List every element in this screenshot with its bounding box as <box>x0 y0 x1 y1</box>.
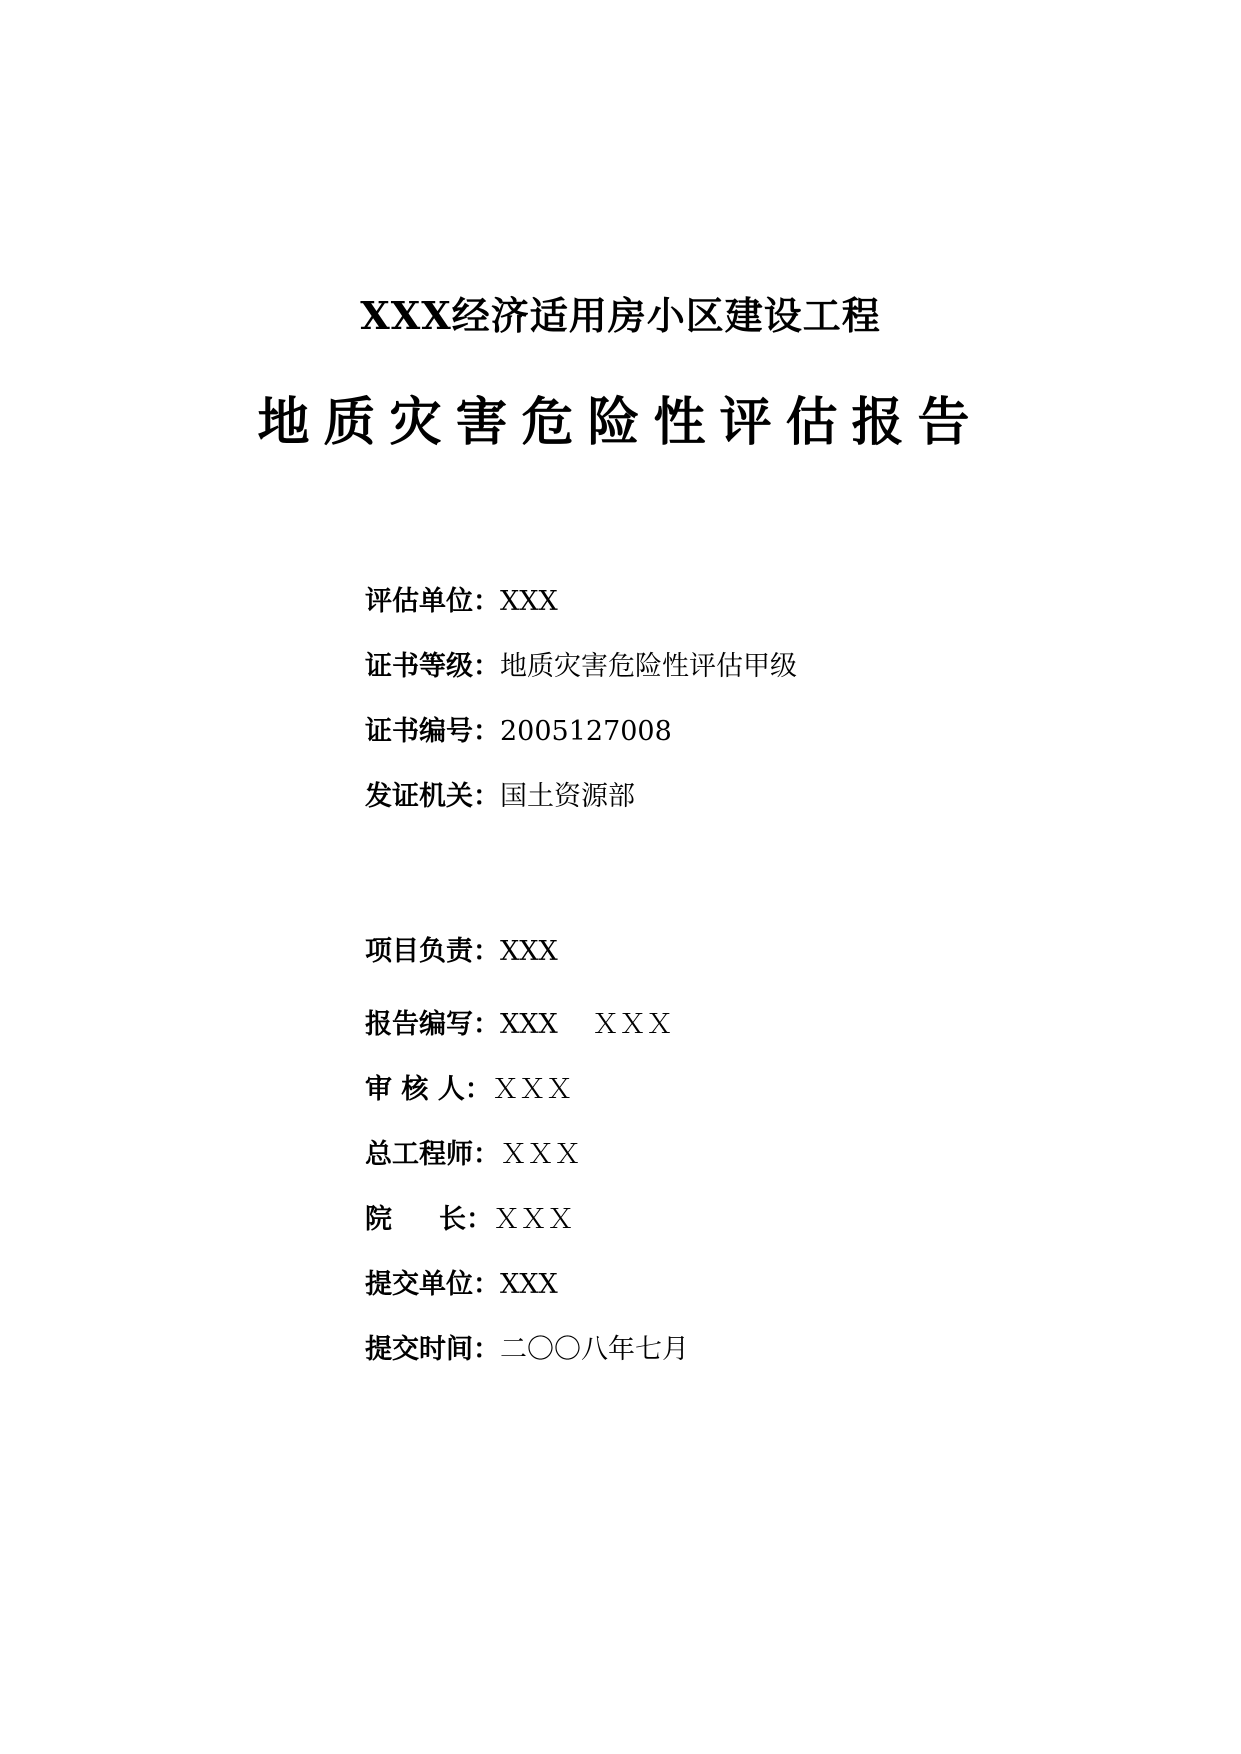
field-label: 评估单位： <box>365 586 500 617</box>
field-issuing-authority <box>365 780 635 814</box>
field-label: 院 长： <box>365 1204 493 1235</box>
field-label: 提交单位： <box>365 1269 500 1300</box>
field-value: 国土资源部 <box>500 781 635 812</box>
field-label: 发证机关： <box>365 781 500 812</box>
field-assessment-unit <box>365 585 558 619</box>
field-value: 地质灾害危险性评估甲级 <box>500 651 797 682</box>
field-label: 提交时间： <box>365 1334 500 1365</box>
field-label: 总工程师： <box>365 1139 500 1170</box>
report-title: 地质灾害危险性评估报告 <box>257 392 984 453</box>
project-title: XXX经济适用房小区建设工程 <box>360 293 881 338</box>
field-chief-engineer <box>365 1138 581 1172</box>
field-project-lead <box>365 935 558 969</box>
field-reviewer <box>365 1073 573 1107</box>
field-certificate-grade <box>365 650 797 684</box>
field-value: XXX <box>500 936 558 967</box>
field-certificate-number <box>365 715 672 749</box>
field-label: 证书编号： <box>365 716 500 747</box>
field-value: XXX <box>500 1269 558 1300</box>
field-submission-date <box>365 1333 689 1367</box>
field-value: ＸＸＸ <box>493 1204 574 1235</box>
field-value: 二〇〇八年七月 <box>500 1334 689 1365</box>
field-submitting-unit <box>365 1268 558 1302</box>
field-value: ＸＸＸ <box>491 1074 573 1105</box>
field-label: 项目负责： <box>365 936 500 967</box>
field-value: 2005127008 <box>500 716 672 747</box>
field-value: ＸＸＸ <box>500 1139 581 1170</box>
field-report-authors <box>365 1008 673 1042</box>
field-director <box>365 1203 574 1237</box>
field-label: 证书等级： <box>365 651 500 682</box>
field-value: XXX <box>500 586 558 617</box>
field-label: 审 核 人： <box>365 1074 492 1105</box>
field-label: 报告编写： <box>365 1009 500 1040</box>
field-value: XXX ＸＸＸ <box>500 1009 673 1040</box>
